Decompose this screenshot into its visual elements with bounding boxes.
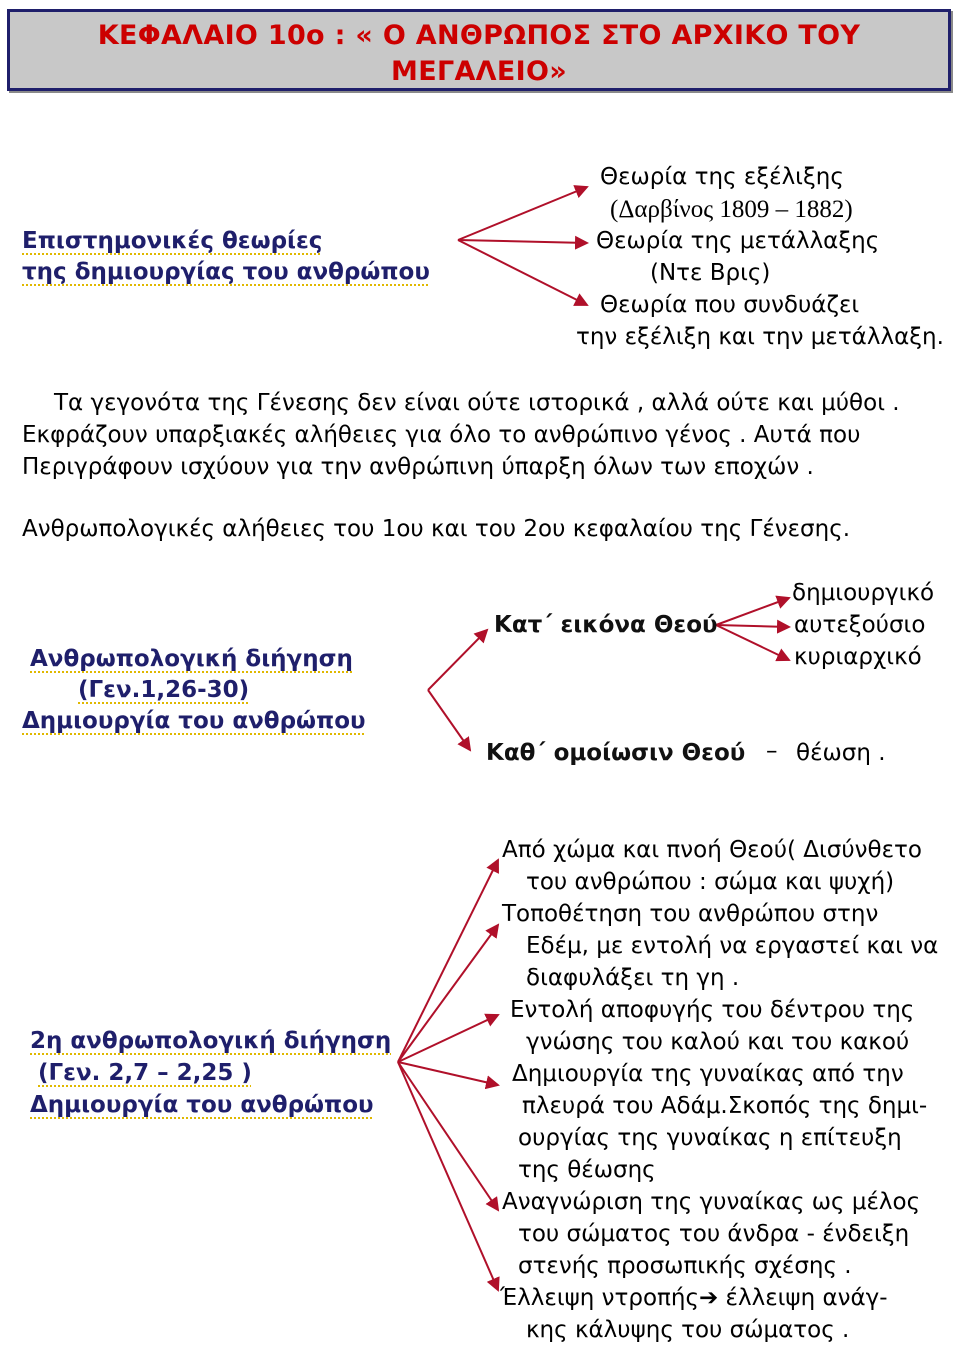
- arrow-theory-3: [458, 240, 587, 305]
- arrow-theory-2: [458, 240, 587, 243]
- point-6-text-b: έλλειψη ανάγ-: [725, 1285, 888, 1311]
- narrative1-subheading: Δημιουργία του ανθρώπου: [22, 708, 366, 734]
- narrative2-heading: 2η ανθρωπολογική διήγηση: [30, 1028, 392, 1054]
- narrative1-reference: (Γεν.1,26-30): [78, 677, 250, 703]
- point-2-line-3: διαφυλάξει τη γη .: [526, 965, 740, 991]
- point-2-line-2: Εδέμ, με εντολή να εργαστεί και να: [526, 933, 939, 959]
- arrow-branch-1: [428, 630, 487, 690]
- arrow-attr-3: [716, 625, 789, 660]
- point-3-line-1: Εντολή αποφυγής του δέντρου της: [510, 997, 915, 1023]
- attr-free-will: αυτεξούσιο: [794, 612, 926, 638]
- title-line-1: ΚΕΦΑΛΑΙΟ 10ο : « Ο ΑΝΘΡΩΠΟΣ ΣΤΟ ΑΡΧΙΚΟ ΤΟΥ: [97, 20, 861, 51]
- branch-image-of-god: Κατ΄ εικόνα Θεού: [494, 612, 718, 638]
- point-4-line-2: πλευρά του Αδάμ.Σκοπός της δημι-: [522, 1093, 928, 1119]
- theory-combined-cont: την εξέλιξη και την μετάλλαξη.: [576, 324, 944, 350]
- point-4-line-1: Δημιουργία της γυναίκας από την: [512, 1061, 904, 1087]
- arrow-branch-2: [428, 690, 470, 750]
- arrow-point-4: [398, 1062, 498, 1085]
- arrow-point-6: [398, 1062, 498, 1290]
- point-3-line-2: γνώσης του καλού και του κακού: [526, 1029, 910, 1055]
- point-1-line-2: του ανθρώπου : σώμα και ψυχή): [526, 869, 895, 895]
- point-2-line-1: Τοποθέτηση του ανθρώπου στην: [502, 901, 879, 927]
- point-6-line-2: κης κάλυψης του σώματος .: [526, 1317, 850, 1343]
- paragraph-line-1: Τα γεγονότα της Γένεσης δεν είναι ούτε ιστορικά , αλλά ούτε και μύθοι .: [54, 390, 900, 416]
- right-arrow-icon: ➔: [698, 1285, 719, 1311]
- attr-creative: δημιουργικό: [792, 580, 935, 606]
- narrative2-reference: (Γεν. 2,7 – 2,25 ): [38, 1060, 252, 1086]
- theory-combined: Θεωρία που συνδυάζει: [600, 292, 860, 318]
- theories-heading-line-1: Επιστημονικές θεωρίες: [22, 228, 323, 254]
- branch2-theosis: θέωση .: [796, 740, 886, 766]
- point-5-line-2: του σώματος του άνδρα - ένδειξη: [518, 1221, 910, 1247]
- point-5-line-3: στενής προσωπικής σχέσης .: [518, 1253, 852, 1279]
- theory-evolution-author: (Δαρβίνος 1809 – 1882): [610, 196, 853, 223]
- narrative2-subheading: Δημιουργία του ανθρώπου: [30, 1092, 374, 1118]
- narrative1-heading: Ανθρωπολογική διήγηση: [30, 646, 353, 672]
- point-6-line-1: [500, 1285, 888, 1311]
- attr-dominion: κυριαρχικό: [794, 644, 922, 670]
- point-4-line-3: ουργίας της γυναίκας η επίτευξη: [518, 1125, 902, 1151]
- theory-mutation-author: (Ντε Βρις): [650, 260, 771, 286]
- paragraph-line-2: Εκφράζουν υπαρξιακές αλήθειες για όλο το ανθρώπινο γένος . Αυτά που: [22, 422, 861, 448]
- theories-heading-line-2: της δημιουργίας του ανθρώπου: [22, 259, 430, 285]
- point-5-line-1: Αναγνώριση της γυναίκας ως μέλος: [502, 1189, 921, 1215]
- arrow-point-3: [398, 1015, 498, 1062]
- subtitle: Ανθρωπολογικές αλήθειες του 1ου και του 2ου κεφαλαίου της Γένεσης.: [22, 516, 851, 542]
- arrow-point-2: [398, 925, 498, 1062]
- theory-evolution: Θεωρία της εξέλιξης: [600, 164, 844, 190]
- point-1-line-1: Από χώμα και πνοή Θεού( Δισύνθετο: [502, 837, 922, 863]
- arrow-point-5: [398, 1062, 498, 1210]
- title-line-2: ΜΕΓΑΛΕΙΟ»: [391, 56, 567, 87]
- branch2-dash: –: [766, 738, 778, 764]
- point-6-text-a: Έλλειψη ντροπής: [500, 1285, 699, 1311]
- arrow-attr-1: [716, 598, 789, 625]
- paragraph-line-3: Περιγράφουν ισχύουν για την ανθρώπινη ύπαρξη όλων των εποχών .: [22, 454, 814, 480]
- theory-mutation: Θεωρία της μετάλλαξης: [596, 228, 880, 254]
- point-4-line-4: της θέωσης: [518, 1157, 656, 1183]
- branch-likeness-of-god: Καθ΄ ομοίωσιν Θεού: [486, 740, 746, 766]
- arrow-theory-1: [458, 187, 587, 240]
- arrow-point-1: [398, 860, 498, 1062]
- arrow-attr-2: [716, 625, 789, 627]
